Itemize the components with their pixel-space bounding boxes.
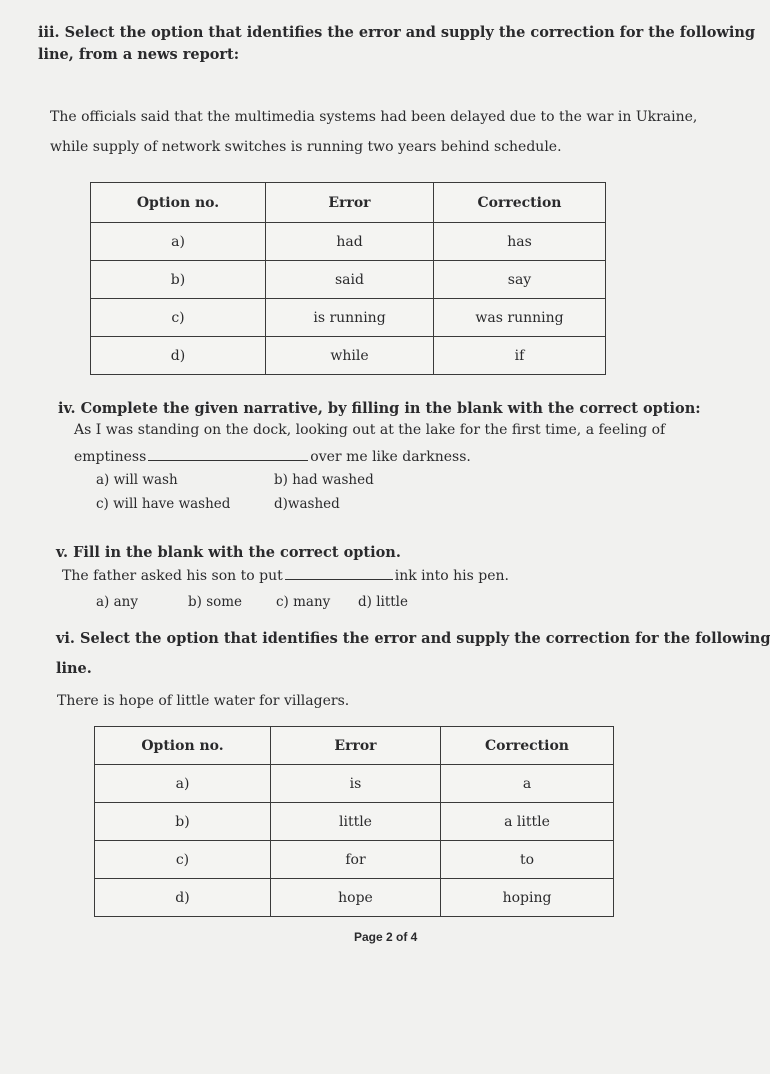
question-6-table	[94, 726, 614, 917]
question-5-option-b[interactable]: b) some	[188, 594, 243, 610]
question-4-option-d[interactable]: d)washed	[274, 496, 340, 512]
question-3-heading	[38, 22, 756, 66]
question-4-line2-before: emptiness	[74, 449, 147, 465]
option-cell: a)	[91, 223, 266, 261]
header-error: Error	[266, 183, 434, 223]
error-cell: is running	[266, 299, 434, 337]
question-4-heading: iv. Complete the given narrative, by filling in the blank with the correct option:	[58, 400, 701, 417]
question-5-option-c[interactable]: c) many	[276, 594, 331, 610]
question-3-table	[90, 182, 606, 375]
question-3-heading-line2: line, from a news report:	[38, 46, 240, 63]
correction-cell: if	[434, 337, 606, 375]
correction-cell: say	[434, 261, 606, 299]
error-cell: said	[266, 261, 434, 299]
option-cell: b)	[91, 261, 266, 299]
table-row	[95, 803, 614, 841]
option-cell: c)	[95, 841, 271, 879]
question-4-option-b[interactable]: b) had washed	[274, 472, 374, 488]
option-cell: a)	[95, 765, 271, 803]
table-row	[91, 261, 606, 299]
table-row	[91, 223, 606, 261]
table-row	[95, 879, 614, 917]
table-row	[91, 299, 606, 337]
correction-cell: has	[434, 223, 606, 261]
question-4-line2	[74, 449, 471, 465]
header-error: Error	[271, 727, 441, 765]
question-5-option-d[interactable]: d) little	[358, 594, 408, 610]
question-4-option-c[interactable]: c) will have washed	[96, 496, 231, 512]
table-row	[95, 841, 614, 879]
correction-cell: was running	[434, 299, 606, 337]
correction-cell: a little	[441, 803, 614, 841]
question-5-heading: v. Fill in the blank with the correct option.	[56, 544, 401, 561]
error-cell: hope	[271, 879, 441, 917]
question-3-heading-line1: iii. Select the option that identifies the error and supply the correction for the following	[38, 24, 756, 41]
option-cell: d)	[95, 879, 271, 917]
option-cell: b)	[95, 803, 271, 841]
table-header-row	[91, 183, 606, 223]
error-cell: had	[266, 223, 434, 261]
question-4-line1: As I was standing on the dock, looking out at the lake for the first time, a feeling of	[74, 422, 666, 438]
error-cell: little	[271, 803, 441, 841]
question-3-passage-line1: The officials said that the multimedia systems had been delayed due to the war in Ukraine,	[50, 109, 698, 125]
question-6-heading-line1: vi. Select the option that identifies the error and supply the correction for the following	[56, 630, 770, 647]
correction-cell: a	[441, 765, 614, 803]
question-3-passage-line2: while supply of network switches is running two years behind schedule.	[50, 139, 562, 155]
question-5-option-a[interactable]: a) any	[96, 594, 138, 610]
question-4-option-a[interactable]: a) will wash	[96, 472, 178, 488]
error-cell: is	[271, 765, 441, 803]
header-option-no: Option no.	[95, 727, 271, 765]
correction-cell: to	[441, 841, 614, 879]
error-cell: while	[266, 337, 434, 375]
question-3-passage	[50, 102, 697, 162]
table-row	[91, 337, 606, 375]
question-5-blank[interactable]	[285, 579, 393, 580]
question-5-sentence-after: ink into his pen.	[394, 568, 509, 584]
page-number: Page 2 of 4	[354, 930, 418, 944]
table-row	[95, 765, 614, 803]
header-option-no: Option no.	[91, 183, 266, 223]
question-6-heading	[56, 624, 770, 684]
question-6-heading-line2: line.	[56, 660, 92, 677]
question-4-blank[interactable]	[148, 460, 308, 461]
correction-cell: hoping	[441, 879, 614, 917]
header-correction: Correction	[434, 183, 606, 223]
header-correction: Correction	[441, 727, 614, 765]
table-header-row	[95, 727, 614, 765]
error-cell: for	[271, 841, 441, 879]
option-cell: d)	[91, 337, 266, 375]
option-cell: c)	[91, 299, 266, 337]
question-5-sentence	[62, 568, 509, 584]
question-4-line2-after: over me like darkness.	[310, 449, 471, 465]
question-6-sentence: There is hope of little water for villagers.	[57, 693, 350, 709]
question-5-sentence-before: The father asked his son to put	[62, 568, 283, 584]
